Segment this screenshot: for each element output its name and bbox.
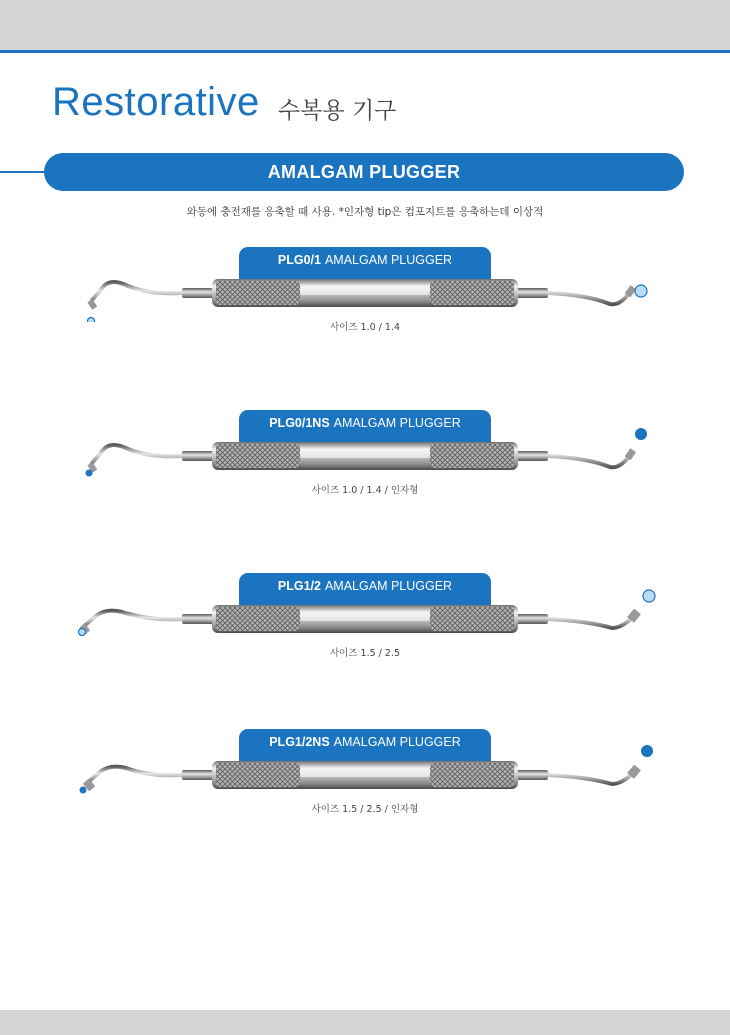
small-tip-indicator-icon bbox=[79, 629, 86, 636]
product-code: PLG0/1 bbox=[277, 253, 321, 267]
section-divider-line bbox=[0, 171, 48, 173]
large-tip-indicator-icon bbox=[643, 590, 655, 602]
size-label: 사이즈 1.0 / 1.4 / 인자형 bbox=[311, 485, 419, 496]
product-card bbox=[0, 729, 730, 829]
product-code: PLG1/2NS bbox=[269, 735, 330, 749]
size-label: 사이즈 1.5 / 2.5 / 인자형 bbox=[311, 804, 419, 815]
product-name: AMALGAM PLUGGER bbox=[333, 735, 461, 749]
product-name: AMALGAM PLUGGER bbox=[324, 253, 453, 267]
product-card bbox=[0, 410, 730, 510]
bottom-band bbox=[0, 1010, 730, 1035]
product-card bbox=[0, 247, 730, 347]
product-card bbox=[0, 573, 730, 673]
large-tip-indicator-icon bbox=[635, 285, 647, 297]
plugger-instrument-image bbox=[0, 588, 730, 648]
category-heading: AMALGAM PLUGGER bbox=[44, 153, 684, 191]
large-tip-indicator-icon bbox=[635, 428, 647, 440]
category-description: 와동에 충전재를 응축할 때 사용. *인자형 tip은 컴포지트를 응축하는데 이상적 bbox=[186, 206, 544, 218]
product-code: PLG1/2 bbox=[277, 579, 321, 593]
product-code: PLG0/1NS bbox=[269, 416, 330, 430]
small-tip-indicator-icon bbox=[86, 470, 93, 477]
page-title: Restorative bbox=[52, 80, 260, 124]
product-name: AMALGAM PLUGGER bbox=[333, 416, 461, 430]
small-tip-indicator-icon bbox=[80, 787, 87, 794]
page-subtitle: 수복용 기구 bbox=[278, 98, 397, 124]
plugger-instrument-image bbox=[0, 744, 730, 804]
top-band bbox=[0, 0, 730, 53]
large-tip-indicator-icon bbox=[641, 745, 653, 757]
plugger-instrument-image bbox=[0, 262, 730, 322]
size-label: 사이즈 1.0 / 1.4 bbox=[329, 322, 400, 333]
plugger-instrument-image bbox=[0, 425, 730, 485]
size-label: 사이즈 1.5 / 2.5 bbox=[329, 648, 400, 659]
product-name: AMALGAM PLUGGER bbox=[324, 579, 453, 593]
